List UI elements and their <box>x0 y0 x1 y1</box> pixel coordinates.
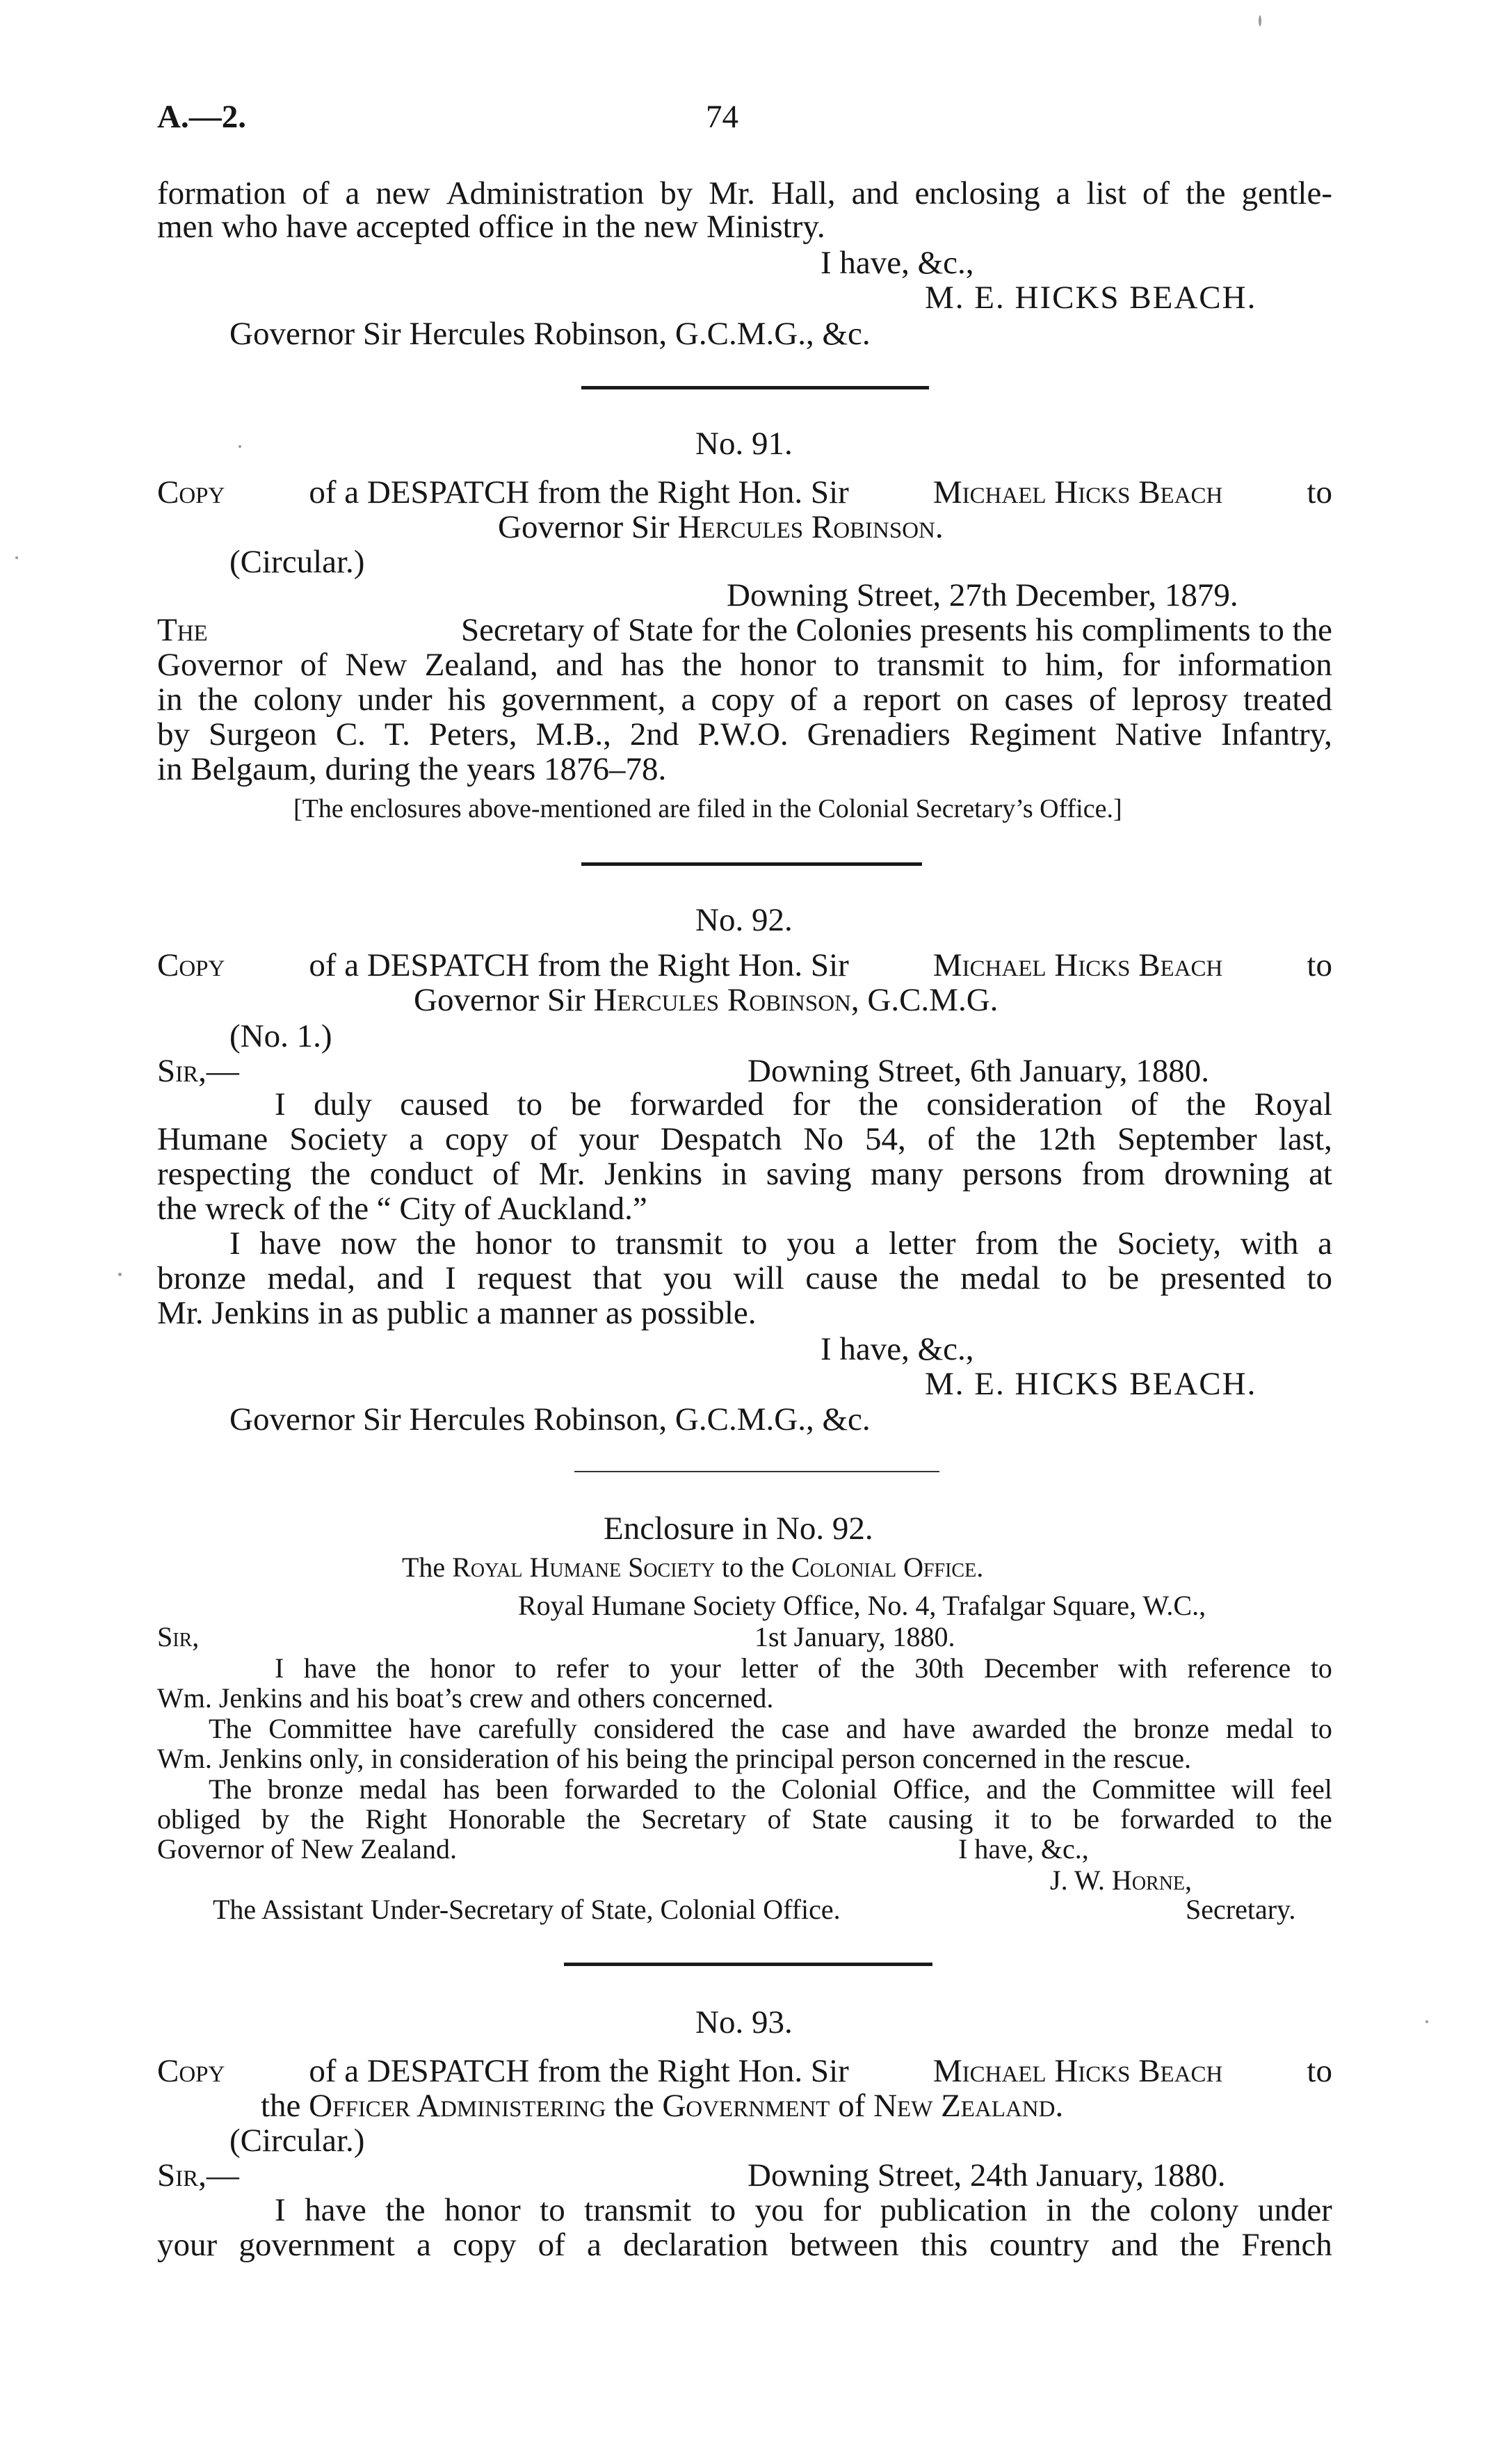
word: for <box>823 2192 862 2228</box>
word: Humane <box>157 1121 268 1157</box>
word: a <box>1056 175 1071 211</box>
letter-date: 1st January, 1880. <box>754 1621 955 1652</box>
word: will <box>733 1260 784 1296</box>
word: Right <box>365 1803 428 1835</box>
word: Mr. <box>538 1156 585 1192</box>
addressee: The Assistant Under-Secretary of State, Colonial Office. <box>213 1894 841 1925</box>
word: letter <box>889 1225 956 1262</box>
word: forwarded <box>564 1773 679 1805</box>
word: to <box>570 1225 597 1262</box>
word: the <box>385 2192 426 2228</box>
word: Regiment <box>969 716 1097 752</box>
body-line: Governor of New Zealand. <box>157 1833 457 1865</box>
word: the <box>1090 2192 1131 2228</box>
word: the <box>1083 1713 1117 1744</box>
body-line <box>157 680 1332 719</box>
word: case <box>781 1713 830 1744</box>
word: of <box>538 2227 565 2263</box>
word: Hall, <box>770 175 836 211</box>
word: causing <box>888 1803 973 1835</box>
word: have <box>259 1225 322 1262</box>
word: government, <box>501 682 666 718</box>
body-line <box>157 2225 1332 2264</box>
word: gentle- <box>1241 175 1332 211</box>
word: letter <box>741 1652 798 1684</box>
word: I <box>275 1086 286 1122</box>
signature: M. E. HICKS BEACH. <box>925 280 1257 316</box>
word: between <box>790 2227 899 2263</box>
word: will <box>1231 1773 1275 1805</box>
word: under <box>1257 2192 1332 2228</box>
closing: I have, &c., <box>958 1833 1089 1865</box>
word: the <box>899 1260 939 1296</box>
word: New <box>345 647 407 683</box>
word: leprosy <box>1131 682 1228 718</box>
word: to <box>517 1086 543 1122</box>
word: and <box>846 1713 887 1744</box>
word: you <box>754 2192 805 2228</box>
word: the <box>860 1652 895 1684</box>
body-line: The Secretary of State for the Colonies presents his compliments to the <box>157 612 1332 648</box>
word: many <box>871 1156 944 1192</box>
body-line: the wreck of the “ City of Auckland.” <box>157 1191 647 1227</box>
despatch-title: Copy of a DESPATCH from the Right Hon. Sir Michael Hicks Beach to <box>157 947 1332 983</box>
body-line: men who have accepted office in the new Ministry. <box>157 209 825 245</box>
word: 30th <box>914 1652 964 1684</box>
word: of <box>767 1803 791 1835</box>
word: consideration <box>926 1086 1103 1122</box>
body-line <box>157 645 1332 684</box>
signatory-title: Secretary. <box>1186 1894 1296 1925</box>
word: have <box>303 1652 357 1684</box>
body-line: in Belgaum, during the years 1876–78. <box>157 751 667 787</box>
word: with <box>1240 1225 1299 1262</box>
word: a <box>1318 1225 1332 1262</box>
word: in <box>157 682 183 718</box>
word: medal <box>1226 1713 1294 1744</box>
word: the <box>732 1773 766 1805</box>
word: transmit <box>615 1225 723 1262</box>
word: on <box>956 682 989 718</box>
word: 2nd <box>629 716 679 752</box>
word: Society <box>289 1121 388 1157</box>
word: this <box>920 2227 968 2263</box>
word: the <box>730 1713 765 1744</box>
word: the <box>1179 2227 1220 2263</box>
word: declaration <box>623 2227 768 2263</box>
word: Mr. <box>709 175 755 211</box>
word: the <box>310 1803 345 1835</box>
despatch-heading: No. 92. <box>695 902 793 938</box>
word: Royal <box>1254 1086 1332 1122</box>
word: I <box>229 1225 241 1262</box>
word: list <box>1086 175 1126 211</box>
word: of <box>492 1156 520 1192</box>
word: to <box>1030 1803 1053 1835</box>
body-line <box>209 1712 1332 1746</box>
salutation: Sir,— <box>157 2157 239 2193</box>
body-line <box>209 1773 1332 1806</box>
body-line <box>157 1259 1332 1298</box>
word: French <box>1241 2227 1332 2263</box>
word: honor <box>475 1225 552 1262</box>
word: a <box>417 2227 431 2263</box>
word: under <box>357 682 433 718</box>
word: September <box>1117 1121 1257 1157</box>
despatch-title: Copy of a DESPATCH from the Right Hon. Sir Michael Hicks Beach to <box>157 474 1332 510</box>
word: a <box>855 1225 870 1262</box>
word: transmit <box>584 2192 692 2228</box>
word: honor <box>740 647 816 683</box>
word: a <box>345 175 360 211</box>
word: obliged <box>157 1803 241 1835</box>
word: of <box>302 175 330 211</box>
body-line: Mr. Jenkins in as public a manner as possible. <box>157 1295 757 1331</box>
word: the <box>1058 1225 1098 1262</box>
word: of <box>818 1652 841 1684</box>
word: duly <box>314 1086 372 1122</box>
word: and <box>1110 2227 1158 2263</box>
word: of <box>927 1121 955 1157</box>
word: you <box>786 1225 836 1262</box>
word: cause <box>805 1260 878 1296</box>
addressee: Governor Sir Hercules Robinson, G.C.M.G., &c. <box>229 316 871 352</box>
word: have <box>903 1713 955 1744</box>
word: Committee <box>268 1713 392 1744</box>
word: honor <box>444 2192 521 2228</box>
despatch-title-line2: Governor Sir Hercules Robinson, G.C.M.G. <box>414 982 999 1018</box>
word: reference <box>1187 1652 1291 1684</box>
word: request <box>477 1260 572 1296</box>
enclosure-subtitle: The Royal Humane Society to the Colonial Office. <box>402 1552 984 1583</box>
word: No <box>803 1121 843 1157</box>
word: of <box>1142 175 1170 211</box>
word: and <box>851 175 899 211</box>
word: of <box>530 1121 558 1157</box>
word: bronze <box>157 1260 246 1296</box>
word: copy <box>711 682 775 718</box>
word: from <box>1081 1156 1145 1192</box>
word: the <box>1186 1086 1227 1122</box>
word: treated <box>1243 682 1332 718</box>
word: considered <box>593 1713 714 1744</box>
word: to <box>694 1773 716 1805</box>
despatch-title-line2: the Officer Administering the Government of New Zealand. <box>261 2088 1064 2124</box>
word: 12th <box>1037 1121 1096 1157</box>
word: have <box>408 1713 462 1744</box>
word: and <box>556 647 604 683</box>
word: C. <box>335 716 366 752</box>
body-line <box>275 1652 1332 1685</box>
closing: I have, &c., <box>821 1331 974 1367</box>
word: be <box>1073 1803 1099 1835</box>
body-line <box>157 715 1332 754</box>
word: feel <box>1290 1773 1332 1805</box>
word: the <box>416 1225 456 1262</box>
body-line <box>275 1085 1332 1124</box>
word: I <box>445 1260 456 1296</box>
word: you <box>663 1260 713 1296</box>
word: Office, <box>893 1773 971 1805</box>
word: by <box>261 1803 290 1835</box>
body-line <box>157 1120 1332 1159</box>
word: Secretary <box>641 1803 747 1835</box>
word: report <box>862 682 942 718</box>
signature: M. E. HICKS BEACH. <box>925 1366 1257 1402</box>
word: of <box>790 682 818 718</box>
word: for <box>1122 647 1161 683</box>
word: that <box>592 1260 643 1296</box>
word: Governor <box>157 647 283 683</box>
word: to <box>1061 1260 1088 1296</box>
word: forwarded <box>629 1086 764 1122</box>
word: transmit <box>877 647 985 683</box>
word: the <box>682 647 722 683</box>
body-line: Wm. Jenkins and his boat’s crew and others concerned. <box>157 1682 774 1714</box>
word: Honorable <box>448 1803 566 1835</box>
salutation: Sir,— <box>157 1053 239 1089</box>
word: with <box>1117 1652 1167 1684</box>
place-date: Downing Street, 24th January, 1880. <box>748 2157 1226 2193</box>
scan-speck <box>1425 2020 1428 2023</box>
word: the <box>976 1121 1017 1157</box>
word: to <box>741 1225 768 1262</box>
word: to <box>628 1652 650 1684</box>
word: been <box>495 1773 549 1805</box>
word: saving <box>766 1156 852 1192</box>
word: of <box>300 647 328 683</box>
word: enclosing <box>914 175 1040 211</box>
word: I <box>275 2192 286 2228</box>
word: Jenkins <box>604 1156 703 1192</box>
word: and <box>376 1260 424 1296</box>
sender-address: Royal Humane Society Office, No. 4, Trafalgar Square, W.C., <box>518 1590 1206 1621</box>
place-date: Downing Street, 6th January, 1880. <box>748 1053 1209 1089</box>
section-rule <box>581 386 929 389</box>
word: formation <box>157 175 286 211</box>
word: be <box>570 1086 602 1122</box>
word: in <box>1046 2192 1072 2228</box>
body-line <box>275 2191 1332 2230</box>
word: Native <box>1115 716 1202 752</box>
word: country <box>989 2227 1090 2263</box>
word: a <box>832 682 848 718</box>
word: medal <box>359 1773 428 1805</box>
word: drowning <box>1164 1156 1290 1192</box>
word: State <box>811 1803 868 1835</box>
despatch-heading: No. 93. <box>695 2004 793 2040</box>
word: government <box>239 2227 395 2263</box>
signature: J. W. Horne, <box>1050 1865 1193 1896</box>
place-date: Downing Street, 27th December, 1879. <box>727 577 1238 613</box>
word: refer <box>556 1652 609 1684</box>
word: awarded <box>971 1713 1067 1744</box>
word: your <box>579 1121 639 1157</box>
despatch-title-line2: Governor Sir Hercules Robinson. <box>498 509 944 545</box>
salutation: Sir, <box>157 1621 200 1652</box>
word: has <box>620 647 665 683</box>
word: persons <box>962 1156 1062 1192</box>
document-reference: A.—2. <box>157 99 246 135</box>
word: colony <box>253 682 343 718</box>
word: to <box>515 1652 537 1684</box>
word: medal, <box>267 1260 356 1296</box>
word: conduct <box>369 1156 474 1192</box>
word: to <box>1310 1713 1332 1744</box>
word: the <box>586 1803 621 1835</box>
word: to <box>1001 647 1028 683</box>
body-line <box>157 1803 1332 1836</box>
word: the <box>1298 1803 1332 1835</box>
word: the <box>1186 175 1226 211</box>
word: publication <box>880 2192 1028 2228</box>
body-line <box>229 1224 1332 1263</box>
word: cases <box>1004 682 1074 718</box>
word: 54, <box>864 1121 906 1157</box>
editorial-note: [The enclosures above-mentioned are filed in the Colonial Secretary’s Office.] <box>293 794 1122 823</box>
word: The <box>209 1773 252 1805</box>
word: his <box>447 682 486 718</box>
addressee: Governor Sir Hercules Robinson, G.C.M.G., &c. <box>229 1401 871 1438</box>
word: copy <box>445 1121 509 1157</box>
despatch-heading: No. 91. <box>695 426 793 462</box>
word: it <box>994 1803 1010 1835</box>
word: to <box>834 647 859 683</box>
word: by <box>660 175 693 211</box>
circular-label: (Circular.) <box>229 544 365 580</box>
word: your <box>157 2227 218 2263</box>
word: last, <box>1278 1121 1332 1157</box>
word: Infantry, <box>1220 716 1332 752</box>
word: to <box>1310 1652 1332 1684</box>
word: Peters, <box>428 716 517 752</box>
despatch-number: (No. 1.) <box>229 1018 332 1054</box>
despatch-title: Copy of a DESPATCH from the Right Hon. Sir Michael Hicks Beach to <box>157 2053 1332 2089</box>
word: by <box>157 716 190 752</box>
word: be <box>1108 1260 1140 1296</box>
scan-speck <box>118 1273 122 1276</box>
word: and <box>986 1773 1027 1805</box>
scan-speck <box>1259 15 1261 26</box>
word: I <box>275 1652 284 1684</box>
word: Despatch <box>660 1121 782 1157</box>
section-rule <box>581 862 922 866</box>
circular-label: (Circular.) <box>229 2123 365 2159</box>
word: in <box>721 1156 748 1192</box>
word: information <box>1177 647 1332 683</box>
word: caused <box>400 1086 490 1122</box>
word: medal <box>960 1260 1041 1296</box>
word: respecting <box>157 1156 292 1192</box>
word: Surgeon <box>209 716 317 752</box>
word: a <box>587 2227 601 2263</box>
word: to <box>1255 1803 1277 1835</box>
word: colony <box>1149 2192 1239 2228</box>
word: copy <box>453 2227 517 2263</box>
word: honor <box>430 1652 495 1684</box>
word: bronze <box>267 1773 344 1805</box>
word: forwarded <box>1120 1803 1235 1835</box>
word: him, <box>1045 647 1104 683</box>
word: Grenadiers <box>807 716 951 752</box>
word: P.W.O. <box>697 716 789 752</box>
closing: I have, &c., <box>821 245 974 281</box>
word: the <box>375 1652 410 1684</box>
word: your <box>670 1652 721 1684</box>
word: at <box>1309 1156 1332 1192</box>
word: December <box>983 1652 1099 1684</box>
word: presented <box>1160 1260 1286 1296</box>
word: Administration <box>446 175 645 211</box>
word: a <box>681 682 696 718</box>
word: a <box>409 1121 424 1157</box>
word: M.B., <box>535 716 611 752</box>
word: of <box>1088 682 1117 718</box>
word: bronze <box>1133 1713 1210 1744</box>
section-rule <box>564 1963 932 1966</box>
word: T. <box>384 716 410 752</box>
word: for <box>792 1086 830 1122</box>
body-line <box>157 1154 1332 1193</box>
word: the <box>197 682 239 718</box>
word: from <box>975 1225 1039 1262</box>
enclosure-heading: Enclosure in No. 92. <box>604 1511 873 1547</box>
word: the <box>858 1086 898 1122</box>
word: now <box>340 1225 397 1262</box>
word: The <box>209 1713 252 1744</box>
scan-speck <box>239 445 241 448</box>
word: Society, <box>1117 1225 1222 1262</box>
section-rule <box>574 1471 939 1472</box>
scan-speck <box>15 556 18 559</box>
word: of <box>1131 1086 1158 1122</box>
word: the <box>310 1156 351 1192</box>
word: have <box>305 2192 366 2228</box>
word: the <box>1042 1773 1076 1805</box>
word: to <box>540 2192 565 2228</box>
word: Colonial <box>781 1773 878 1805</box>
word: carefully <box>478 1713 577 1744</box>
word: to <box>710 2192 736 2228</box>
word: has <box>442 1773 480 1805</box>
word: to <box>1307 1260 1332 1296</box>
word: new <box>375 175 430 211</box>
page-number: 74 <box>706 99 738 135</box>
word: Committee <box>1092 1773 1216 1805</box>
word: Zealand, <box>424 647 538 683</box>
body-line: Wm. Jenkins only, in consideration of his being the principal person concerned in the rescue. <box>157 1743 1191 1774</box>
